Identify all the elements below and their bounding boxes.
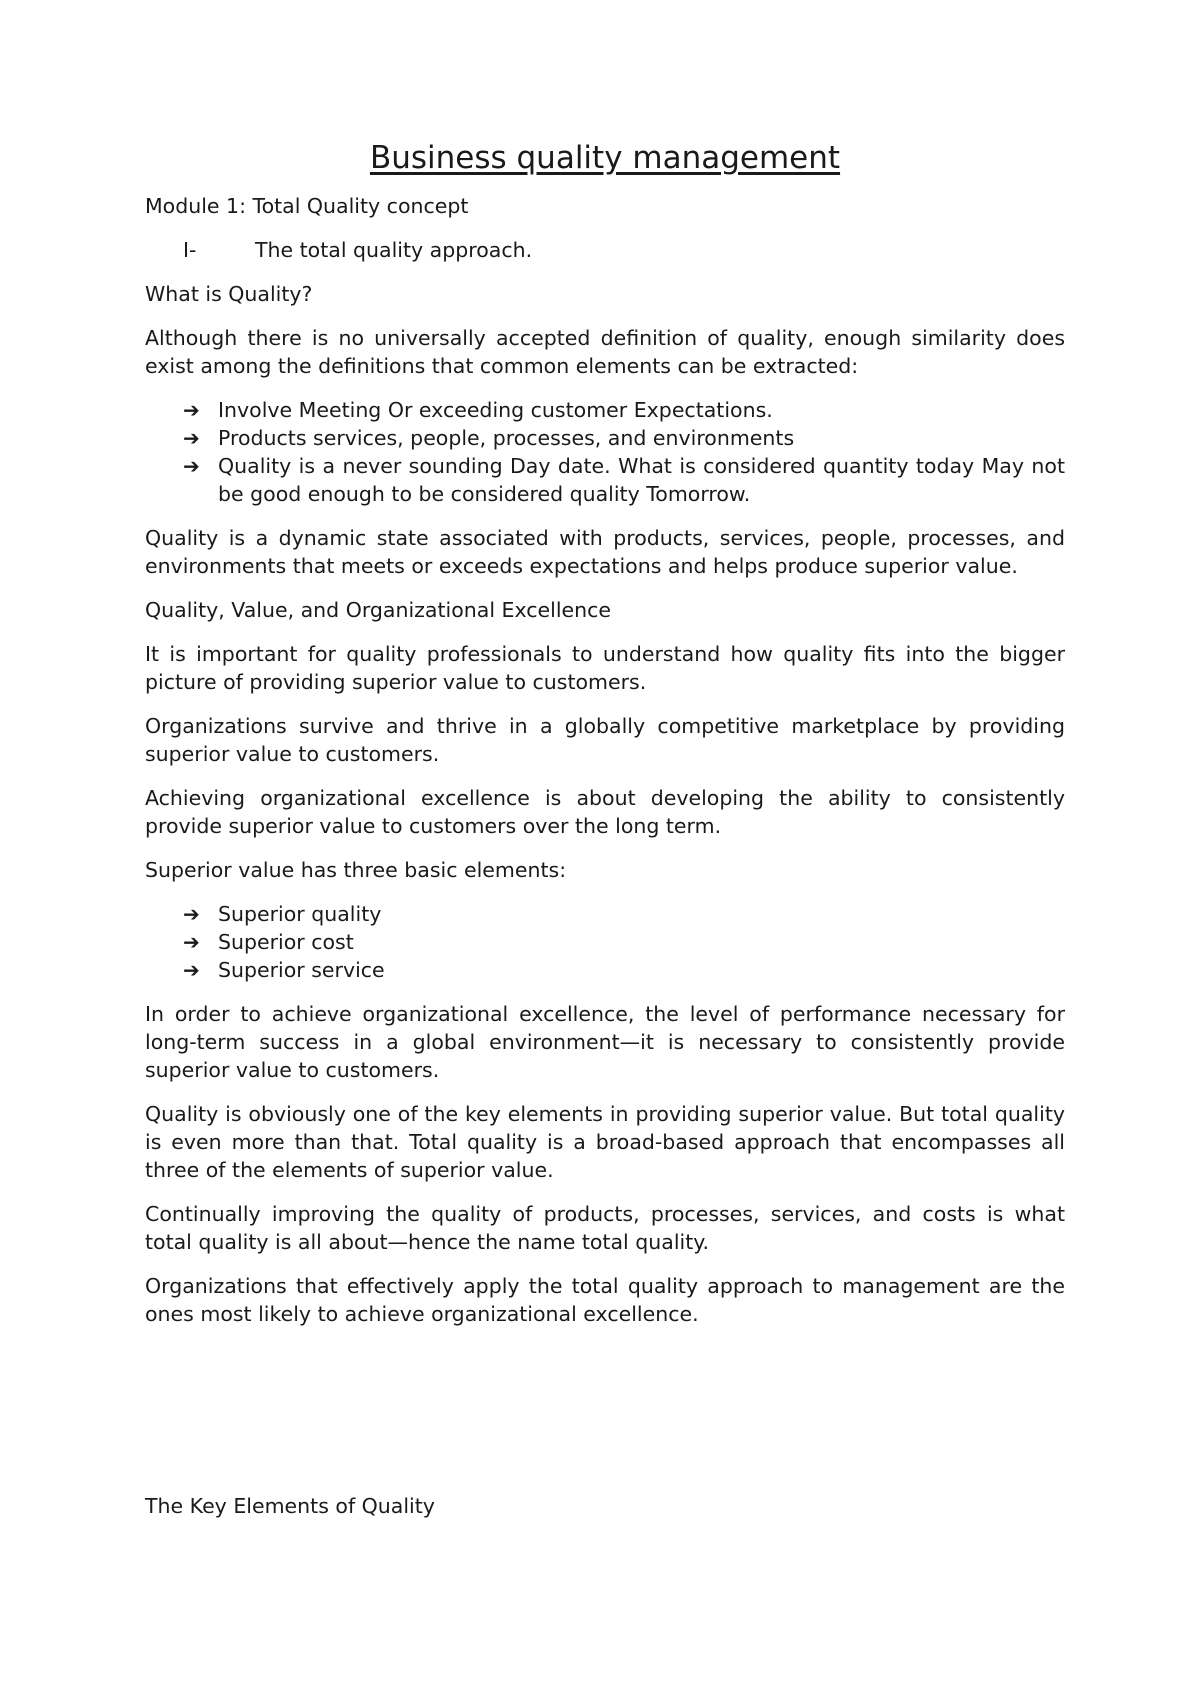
paragraph-obviously: Quality is obviously one of the key elements in providing superior value. But total quality is even more than that. Total quality is a broad-based approach that encompasses all three of the elements of superior value.: [145, 1102, 1065, 1183]
right-arrow-icon: ➔: [183, 454, 200, 479]
right-arrow-icon: ➔: [183, 930, 200, 955]
key-elements-heading: The Key Elements of Quality: [145, 1494, 435, 1519]
blank-space: [145, 1344, 1065, 1492]
right-arrow-icon: ➔: [183, 398, 200, 423]
section-number: I-: [183, 238, 197, 263]
module-heading: Module 1: Total Quality concept: [145, 194, 469, 219]
section-text: The total quality approach.: [255, 238, 533, 263]
what-is-quality-heading: What is Quality?: [145, 282, 313, 307]
list-item: ➔ Superior cost: [183, 930, 354, 955]
paragraph-achieving: Achieving organizational excellence is about developing the ability to consistently provide superior value to customers over the long term.: [145, 786, 1065, 839]
list-item: ➔ Quality is a never sounding Day date. What is considered quantity today May not be good enough to be considered quality Tomorrow.: [183, 454, 1065, 507]
paragraph-although: Although there is no universally accepted definition of quality, enough similarity does exist among the definitions that common elements can be extracted:: [145, 326, 1065, 379]
right-arrow-icon: ➔: [183, 958, 200, 983]
qvoe-heading: Quality, Value, and Organizational Excellence: [145, 598, 612, 623]
right-arrow-icon: ➔: [183, 426, 200, 451]
bullet-list-definitions: [145, 396, 1065, 508]
paragraph-organizations: Organizations that effectively apply the total quality approach to management are the ones most likely to achieve organizational excellence.: [145, 1274, 1065, 1327]
paragraph-in-order: In order to achieve organizational excellence, the level of performance necessary for long-term success in a global environment—it is necessary to consistently provide superior value to customers.: [145, 1002, 1065, 1083]
document-body: [145, 138, 1065, 1536]
list-item: ➔ Superior quality: [183, 902, 382, 927]
paragraph-superior-value: Superior value has three basic elements:: [145, 858, 567, 883]
bullet-list-superior-value: [145, 900, 1065, 984]
paragraph-important: It is important for quality professionals to understand how quality fits into the bigger picture of providing superior value to customers.: [145, 642, 1065, 695]
paragraph-survive: Organizations survive and thrive in a globally competitive marketplace by providing superior value to customers.: [145, 714, 1065, 767]
list-item: ➔ Superior service: [183, 958, 385, 983]
list-item: ➔ Involve Meeting Or exceeding customer Expectations.: [183, 398, 773, 423]
list-item: ➔ Products services, people, processes, and environments: [183, 426, 795, 451]
right-arrow-icon: ➔: [183, 902, 200, 927]
document-title: Business quality management: [369, 140, 841, 176]
section-heading: [183, 236, 1065, 264]
paragraph-continually: Continually improving the quality of products, processes, services, and costs is what total quality is all about—hence the name total quality.: [145, 1202, 1065, 1255]
paragraph-dynamic: Quality is a dynamic state associated with products, services, people, processes, and environments that meets or exceeds expectations and helps produce superior value.: [145, 526, 1065, 579]
